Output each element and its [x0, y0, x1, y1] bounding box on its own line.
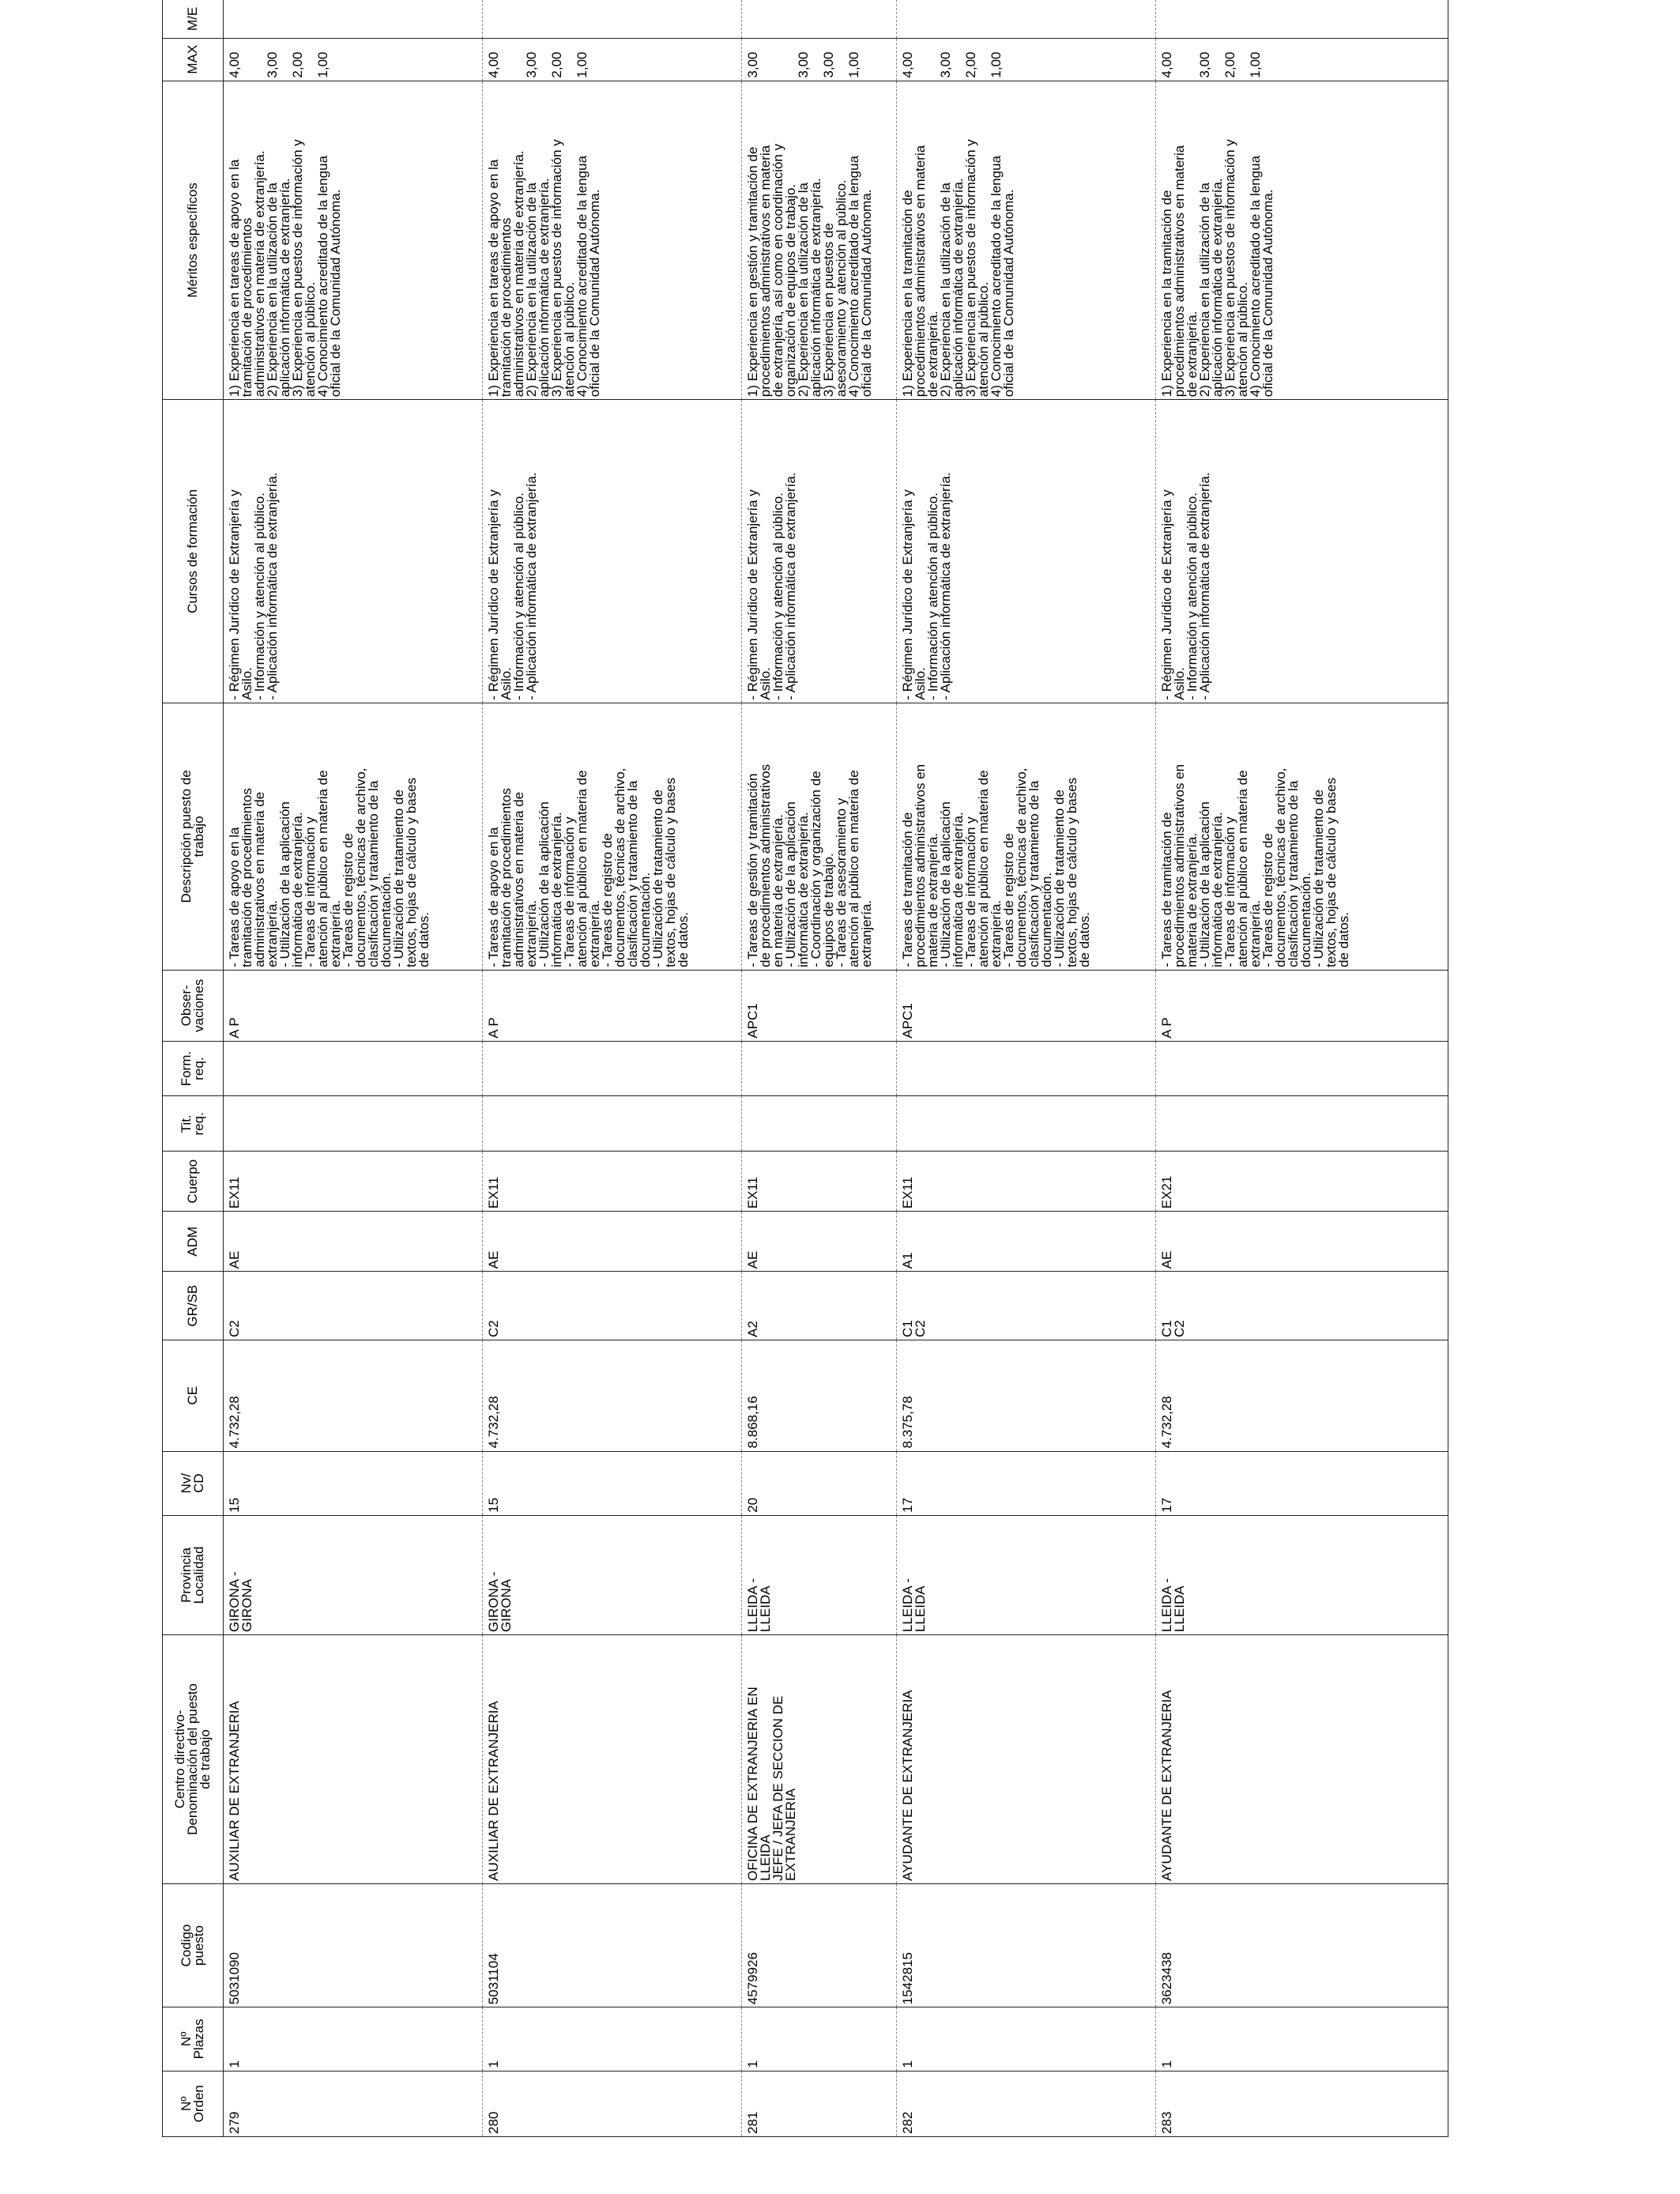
cell-codigo: 4579926 [742, 1883, 897, 2007]
merito-item: 4) Conocimiento acreditado de la lengua oficial de la Comunidad Autónoma. [989, 155, 1016, 398]
header-me: M/E [163, 0, 224, 38]
cell-meritos [483, 81, 742, 400]
cell-ce: 4.732,28 [1156, 1340, 1448, 1452]
cell-ce: 4.732,28 [483, 1340, 742, 1452]
cell-adm: AE [1156, 1212, 1448, 1272]
cell-ce: 8.868,16 [742, 1340, 897, 1452]
cell-ce: 4.732,28 [224, 1340, 483, 1452]
cell-tit [897, 1096, 1156, 1152]
cell-cuerpo: EX11 [897, 1152, 1156, 1212]
table-body [224, 0, 1448, 2137]
merito-item: 2) Experiencia en la utilización de la aplicación informática de extranjería. [524, 178, 552, 398]
cell-orden: 283 [1156, 2071, 1448, 2136]
merito-item: 1) Experiencia en tareas de apoyo en la tramitación de procedimientos administrativos en materia de extranjería. [227, 150, 267, 398]
cell-me [897, 0, 1156, 38]
cell-centro [224, 1634, 483, 1883]
max-points: 1,00 [1248, 51, 1263, 78]
cell-form [1156, 1041, 1448, 1096]
header-form: Form. req. [163, 1041, 224, 1096]
cell-provincia: LLEIDA - LLEIDA [897, 1515, 1156, 1634]
cell-plazas: 1 [742, 2007, 897, 2071]
cell-grsb: C1 C2 [1156, 1272, 1448, 1340]
cell-tit [483, 1096, 742, 1152]
cell-nivel: 15 [224, 1451, 483, 1515]
max-points: 4,00 [486, 51, 501, 78]
cell-codigo: 5031090 [224, 1883, 483, 2007]
cell-provincia: GIRONA - GIRONA [483, 1515, 742, 1634]
cell-cursos: - Régimen Jurídico de Extranjería y Asilo. - Información y atención al público. - Aplicación informática de extranjería. [224, 400, 483, 703]
header-centro: Centro directivo- Denominación del puesto de trabajo [163, 1634, 224, 1883]
cell-descripcion: - Tareas de tramitación de procedimientos administrativos en materia de extranjería. - Utilización de la aplicación informática de extranjería. - Tareas de información y atención al público en materia de extranjería. - Tareas de registro de documentos, técnicas de archivo, clasificación y tratamiento de la documentación. - Utilización de tratamiento de textos, hojas de cálculo y bases de datos. [897, 703, 1156, 970]
merito-item: 4) Conocimiento acreditado de la lengua oficial de la Comunidad Autónoma. [1248, 155, 1275, 398]
cell-centro [1156, 1634, 1448, 1883]
merito-item: 3) Experiencia en puestos de asesoramiento y atención al público. [821, 179, 849, 398]
puesto-denominacion: AUXILIAR DE EXTRANJERIA [227, 1701, 242, 1881]
job-positions-table [162, 0, 1448, 2137]
cell-descripcion: - Tareas de apoyo en la tramitación de procedimientos administrativos en materia de extranjería. - Utilización de la aplicación informática de extranjería. - Tareas de información y atención al público en materia de extranjería. - Tareas de registro de documentos, técnicas de archivo, clasificación y tratamiento de la documentación. - Utilización de tratamiento de textos, hojas de cálculo y bases de datos. [224, 703, 483, 970]
merito-item: 1) Experiencia en gestión y tramitación de procedimientos administrativos en materia de extranjería, así como en coordinación y organización de equipos de trabajo. [745, 143, 798, 398]
max-points: 4,00 [1159, 51, 1174, 78]
cell-meritos [742, 81, 897, 400]
table-row [1156, 0, 1448, 2137]
max-points: 3,00 [821, 51, 836, 78]
cell-form [483, 1041, 742, 1096]
cell-plazas: 1 [1156, 2007, 1448, 2071]
merito-item: 1) Experiencia en la tramitación de procedimientos administrativos en materia de extranjería. [1159, 145, 1200, 398]
cell-tit [742, 1096, 897, 1152]
merito-item: 1) Experiencia en la tramitación de procedimientos administrativos en materia de extranjería. [900, 145, 940, 398]
max-points: 2,00 [963, 51, 978, 78]
cell-form [897, 1041, 1156, 1096]
header-tit: Tit. req. [163, 1096, 224, 1152]
header-row [163, 0, 224, 2137]
table-row [483, 0, 742, 2137]
cell-descripcion: - Tareas de tramitación de procedimientos administrativos en materia de extranjería. - Utilización de la aplicación informática de extranjería. - Tareas de información y atención al público en materia de extranjería. - Tareas de registro de documentos, técnicas de archivo, clasificación y tratamiento de la documentación. - Utilización de tratamiento de textos, hojas de cálculo y bases de datos. [1156, 703, 1448, 970]
cell-observaciones: A P [224, 970, 483, 1041]
max-points: 4,00 [227, 51, 242, 78]
cell-codigo: 3623438 [1156, 1883, 1448, 2007]
max-points: 1,00 [989, 51, 1004, 78]
max-points: 1,00 [574, 51, 590, 78]
cell-plazas: 1 [897, 2007, 1156, 2071]
cell-nivel: 17 [897, 1451, 1156, 1515]
header-meritos: Méritos específicos [163, 81, 224, 400]
cell-cuerpo: EX11 [483, 1152, 742, 1212]
cell-meritos [224, 81, 483, 400]
header-orden: Nº Orden [163, 2071, 224, 2136]
cell-meritos [1156, 81, 1448, 400]
cell-descripcion: - Tareas de gestión y tramitación de procedimientos administrativos en materia de extranjería. - Utilización de la aplicación informática de extranjería. - Coordinación y organización de equipos de trabajo. - Tareas de asesoramiento y atención al público en materia de extranjería. [742, 703, 897, 970]
max-points: 3,00 [265, 51, 280, 78]
cell-observaciones: A P [1156, 970, 1448, 1041]
cell-orden: 281 [742, 2071, 897, 2136]
cell-codigo: 5031104 [483, 1883, 742, 2007]
max-points: 2,00 [549, 51, 564, 78]
cell-ce: 8.375,78 [897, 1340, 1156, 1452]
cell-form [224, 1041, 483, 1096]
cell-tit [1156, 1096, 1448, 1152]
cell-max [1156, 38, 1448, 81]
max-points: 2,00 [290, 51, 305, 78]
centro-directivo-heading: OFICINA DE EXTRANJERIA EN LLEIDA [745, 1687, 773, 1881]
max-points: 1,00 [846, 51, 861, 78]
cell-form [742, 1041, 897, 1096]
header-cuerpo: Cuerpo [163, 1152, 224, 1212]
cell-provincia: GIRONA - GIRONA [224, 1515, 483, 1634]
cell-observaciones: APC1 [742, 970, 897, 1041]
header-provincia: Provincia Localidad [163, 1515, 224, 1634]
cell-plazas: 1 [224, 2007, 483, 2071]
header-observaciones: Obser- vaciones [163, 970, 224, 1041]
cell-observaciones: A P [483, 970, 742, 1041]
merito-item: 2) Experiencia en la utilización de la aplicación informática de extranjería. [1197, 178, 1225, 398]
merito-item: 4) Conocimiento acreditado de la lengua oficial de la Comunidad Autónoma. [315, 155, 343, 398]
cell-cursos: - Régimen Jurídico de Extranjería y Asilo. - Información y atención al público. - Aplicación informática de extranjería. [897, 400, 1156, 703]
cell-adm: AE [742, 1212, 897, 1272]
cell-max [897, 38, 1156, 81]
header-descripcion: Descripción puesto de trabajo [163, 703, 224, 970]
cell-adm: AE [483, 1212, 742, 1272]
cell-orden: 282 [897, 2071, 1156, 2136]
header-plazas: Nº Plazas [163, 2007, 224, 2071]
max-points: 3,00 [1197, 51, 1212, 78]
merito-item: 2) Experiencia en la utilización de la aplicación informática de extranjería. [265, 178, 292, 398]
cell-nivel: 15 [483, 1451, 742, 1515]
max-points: 4,00 [900, 51, 915, 78]
cell-centro [483, 1634, 742, 1883]
merito-item: 1) Experiencia en tareas de apoyo en la tramitación de procedimientos administrativos en materia de extranjería. [486, 150, 526, 398]
cell-meritos [897, 81, 1156, 400]
cell-me [742, 0, 897, 38]
merito-item: 3) Experiencia en puestos de información y atención al público. [290, 139, 318, 398]
cell-tit [224, 1096, 483, 1152]
cell-adm: A1 [897, 1212, 1156, 1272]
header-max: MAX [163, 38, 224, 81]
cell-orden: 279 [224, 2071, 483, 2136]
merito-item: 3) Experiencia en puestos de información y atención al público. [1222, 139, 1250, 398]
cell-centro [897, 1634, 1156, 1883]
merito-item: 3) Experiencia en puestos de información y atención al público. [963, 139, 991, 398]
cell-grsb: C2 [224, 1272, 483, 1340]
cell-centro [742, 1634, 897, 1883]
puesto-denominacion: AUXILIAR DE EXTRANJERIA [486, 1701, 501, 1881]
puesto-denominacion: AYUDANTE DE EXTRANJERIA [1159, 1690, 1174, 1881]
cell-nivel: 20 [742, 1451, 897, 1515]
cell-grsb: C1 C2 [897, 1272, 1156, 1340]
cell-provincia: LLEIDA - LLEIDA [1156, 1515, 1448, 1634]
max-points: 3,00 [745, 51, 760, 78]
cell-cursos: - Régimen Jurídico de Extranjería y Asilo. - Información y atención al público. - Aplicación informática de extranjería. [742, 400, 897, 703]
table-row [742, 0, 897, 2137]
cell-max [483, 38, 742, 81]
cell-grsb: A2 [742, 1272, 897, 1340]
table-row [897, 0, 1156, 2137]
max-points: 3,00 [524, 51, 539, 78]
merito-item: 4) Conocimiento acreditado de la lengua oficial de la Comunidad Autónoma. [846, 155, 874, 398]
cell-codigo: 1542815 [897, 1883, 1156, 2007]
max-points: 3,00 [796, 51, 811, 78]
table-row [224, 0, 483, 2137]
merito-item: 4) Conocimiento acreditado de la lengua oficial de la Comunidad Autónoma. [574, 155, 602, 398]
cell-observaciones: APC1 [897, 970, 1156, 1041]
merito-item: 2) Experiencia en la utilización de la aplicación informática de extranjería. [796, 178, 823, 398]
puesto-denominacion: JEFE / JEFA DE SECCION DE EXTRANJERIA [770, 1695, 798, 1881]
cell-provincia: LLEIDA - LLEIDA [742, 1515, 897, 1634]
cell-me [483, 0, 742, 38]
merito-item: 2) Experiencia en la utilización de la aplicación informática de extranjería. [938, 178, 966, 398]
cell-cursos: - Régimen Jurídico de Extranjería y Asilo. - Información y atención al público. - Aplicación informática de extranjería. [1156, 400, 1448, 703]
cell-nivel: 17 [1156, 1451, 1448, 1515]
cell-adm: AE [224, 1212, 483, 1272]
cell-cuerpo: EX11 [224, 1152, 483, 1212]
max-points: 2,00 [1222, 51, 1237, 78]
max-points: 3,00 [938, 51, 953, 78]
cell-grsb: C2 [483, 1272, 742, 1340]
header-adm: ADM [163, 1212, 224, 1272]
cell-orden: 280 [483, 2071, 742, 2136]
max-points: 1,00 [315, 51, 330, 78]
cell-me [1156, 0, 1448, 38]
cell-cuerpo: EX11 [742, 1152, 897, 1212]
header-ce: CE [163, 1340, 224, 1452]
cell-descripcion: - Tareas de apoyo en la tramitación de procedimientos administrativos en materia de extranjería. - Utilización de la aplicación informática de extranjería. - Tareas de información y atención al público en materia de extranjería. - Tareas de registro de documentos, técnicas de archivo, clasificación y tratamiento de la documentación. - Utilización de tratamiento de textos, hojas de cálculo y bases de datos. [483, 703, 742, 970]
cell-max [742, 38, 897, 81]
header-cursos: Cursos de formación [163, 400, 224, 703]
cell-plazas: 1 [483, 2007, 742, 2071]
header-codigo: Codigo puesto [163, 1883, 224, 2007]
cell-cuerpo: EX21 [1156, 1152, 1448, 1212]
header-grsb: GR/SB [163, 1272, 224, 1340]
cell-me [224, 0, 483, 38]
cell-max [224, 38, 483, 81]
puesto-denominacion: AYUDANTE DE EXTRANJERIA [900, 1690, 915, 1881]
cell-cursos: - Régimen Jurídico de Extranjería y Asilo. - Información y atención al público. - Aplicación informática de extranjería. [483, 400, 742, 703]
header-nivel: Nv/ CD [163, 1451, 224, 1515]
merito-item: 3) Experiencia en puestos de información y atención al público. [549, 139, 577, 398]
